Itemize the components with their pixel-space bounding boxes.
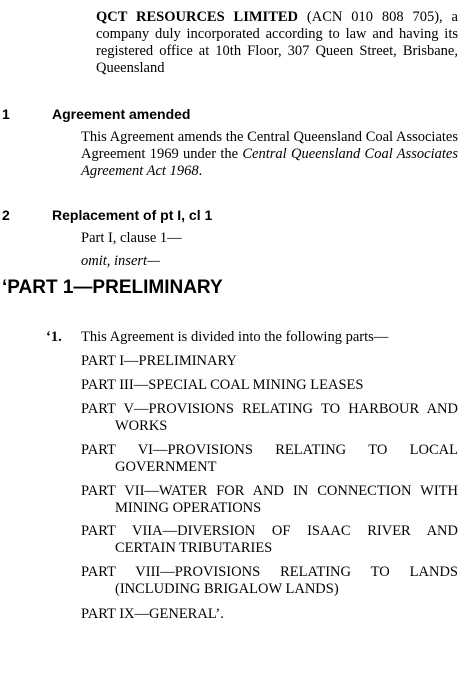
section-2-heading: Replacement of pt I, cl 1 [52, 207, 213, 223]
party-details: (ACN 010 808 705), a company duly incorporated according to law and having its registered office at 10th Floor, 307 Queen Street, Brisbane, Queensland [96, 9, 458, 76]
section-2-line-1: Part I, clause 1— [81, 230, 182, 246]
part-item-3-line-1: PART V—PROVISIONS RELATING TO HARBOUR AND [81, 401, 458, 417]
part-item-4-line-2: GOVERNMENT [115, 459, 217, 475]
part-item-6-line-2: CERTAIN TRIBUTARIES [115, 540, 273, 556]
part-item-5-line-1: PART VII—WATER FOR AND IN CONNECTION WITH [81, 483, 458, 499]
part-item-7-line-2: (INCLUDING BRIGALOW LANDS) [115, 581, 339, 597]
part-item-2: PART III—SPECIAL COAL MINING LEASES [81, 377, 364, 393]
section-2-number: 2 [2, 207, 10, 223]
part-item-5-line-2: MINING OPERATIONS [115, 500, 262, 516]
part-item-1: PART I—PRELIMINARY [81, 353, 237, 369]
clause-text: This Agreement is divided into the following parts— [81, 329, 389, 345]
section-1-text: This Agreement amends the Central Queensland Coal Associates Agreement 1969 under the Central Queensland Coal Associates Agreement Act 1968. [81, 129, 458, 179]
party-paragraph [96, 9, 458, 77]
party-name: QCT RESOURCES LIMITED [96, 9, 299, 25]
part-item-8: PART IX—GENERAL’. [81, 606, 224, 622]
part-item-4-line-1: PART VI—PROVISIONS RELATING TO LOCAL [81, 442, 458, 458]
act-title: Central Queensland Coal Associates Agreement Act 1968 [81, 146, 458, 179]
part-item-3-line-2: WORKS [115, 418, 168, 434]
clause-number: ‘1. [46, 329, 62, 345]
section-2-line-2: omit, insert— [81, 253, 160, 269]
section-1-heading: Agreement amended [52, 106, 191, 122]
part-item-6-line-1: PART VIIA—DIVERSION OF ISAAC RIVER AND [81, 523, 458, 539]
part-item-7-line-1: PART VIII—PROVISIONS RELATING TO LANDS [81, 564, 458, 580]
part-heading: ‘PART 1—PRELIMINARY [2, 277, 223, 298]
section-1-number: 1 [2, 106, 10, 122]
